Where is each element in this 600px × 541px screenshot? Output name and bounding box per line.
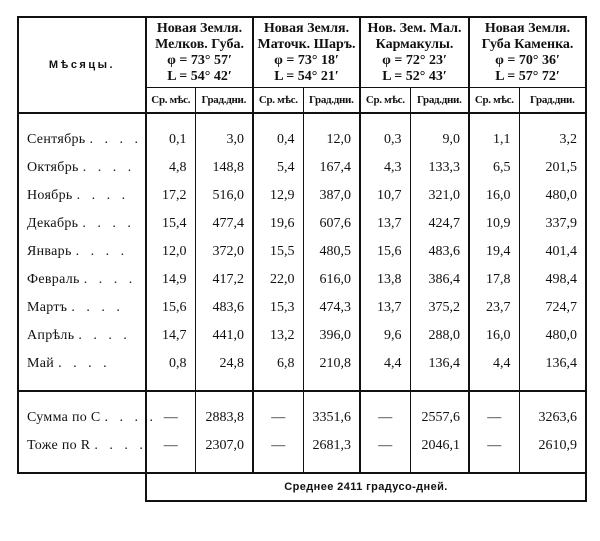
station-name-line1: Новая Земля. <box>263 21 350 36</box>
degree-days-cell: 2681,3 <box>303 432 360 460</box>
month-cell <box>18 210 146 238</box>
degree-days-cell: 136,4 <box>410 350 469 378</box>
degree-days-cell: 498,4 <box>519 266 586 294</box>
degree-days-cell: 3,2 <box>519 126 586 154</box>
degree-days-cell: 724,7 <box>519 294 586 322</box>
month-label: Ноябрь <box>27 188 73 203</box>
table-row <box>18 210 586 238</box>
mean-value-cell: 6,8 <box>253 350 303 378</box>
month-rows <box>18 126 586 378</box>
leader-dots: . . . . <box>82 216 135 231</box>
mean-value-cell: 19,6 <box>253 210 303 238</box>
degree-days-cell: 337,9 <box>519 210 586 238</box>
subheader-degree-days: Град.дни. <box>303 88 360 114</box>
table-row <box>18 126 586 154</box>
leader-dots: . . . . <box>89 132 142 147</box>
degree-days-cell: 616,0 <box>303 266 360 294</box>
total-row <box>18 432 586 460</box>
mean-value-cell: 15,4 <box>146 210 195 238</box>
degree-days-cell: 12,0 <box>303 126 360 154</box>
subheader-mean: Ср. мѣс. <box>146 88 195 114</box>
degree-days-cell: 3,0 <box>195 126 253 154</box>
degree-days-cell: 2610,9 <box>519 432 586 460</box>
mean-value-cell: 4,3 <box>360 154 410 182</box>
degree-days-cell: 480,0 <box>519 322 586 350</box>
station-name-line1: Новая Земля. <box>156 21 243 36</box>
degree-days-cell: 483,6 <box>195 294 253 322</box>
spacer-row <box>18 460 586 473</box>
header-row <box>18 17 586 88</box>
degree-days-cell: 424,7 <box>410 210 469 238</box>
mean-value-cell: 15,6 <box>360 238 410 266</box>
table-row <box>18 154 586 182</box>
table-row <box>18 238 586 266</box>
table-row <box>18 294 586 322</box>
mean-value-cell: 10,9 <box>469 210 519 238</box>
mean-value-cell: 4,8 <box>146 154 195 182</box>
spacer-row <box>18 113 586 126</box>
degree-days-cell: 480,5 <box>303 238 360 266</box>
station-longitude: L = 57° 72′ <box>495 69 560 84</box>
mean-value-cell: 9,6 <box>360 322 410 350</box>
mean-value-cell: 13,8 <box>360 266 410 294</box>
station-longitude: L = 54° 42′ <box>167 69 232 84</box>
degree-days-cell: 2046,1 <box>410 432 469 460</box>
month-cell <box>18 266 146 294</box>
months-header: Мѣсяцы. <box>18 17 146 113</box>
mean-value-cell: — <box>469 404 519 432</box>
station-name-line1: Нов. Зем. Мал. <box>367 21 462 36</box>
station-latitude: φ = 72° 23′ <box>382 53 447 68</box>
month-cell <box>18 182 146 210</box>
total-label-cell <box>18 432 146 460</box>
degree-days-cell: 288,0 <box>410 322 469 350</box>
degree-days-cell: 133,3 <box>410 154 469 182</box>
leader-dots: . . . . <box>104 410 157 425</box>
degree-days-cell: 148,8 <box>195 154 253 182</box>
mean-value-cell: 12,0 <box>146 238 195 266</box>
mean-value-cell: 14,9 <box>146 266 195 294</box>
degree-days-cell: 2883,8 <box>195 404 253 432</box>
footer-average: Среднее 2411 градусо-дней. <box>146 473 586 501</box>
leader-dots: . . . . <box>76 188 130 203</box>
mean-value-cell: 0,1 <box>146 126 195 154</box>
table-row <box>18 266 586 294</box>
degree-days-cell: 375,2 <box>410 294 469 322</box>
mean-value-cell: 13,2 <box>253 322 303 350</box>
station-header-3 <box>360 17 469 88</box>
mean-value-cell: 14,7 <box>146 322 195 350</box>
mean-value-cell: — <box>146 432 195 460</box>
mean-value-cell: 17,8 <box>469 266 519 294</box>
leader-dots: . . . . <box>82 160 136 175</box>
month-label: Май <box>27 356 55 371</box>
station-name-line2: Маточк. Шаръ. <box>257 37 356 52</box>
month-cell <box>18 350 146 378</box>
station-name-line2: Мелков. Губа. <box>155 37 244 52</box>
mean-value-cell: 15,5 <box>253 238 303 266</box>
mean-value-cell: 1,1 <box>469 126 519 154</box>
station-latitude: φ = 73° 18′ <box>274 53 339 68</box>
degree-days-cell: 372,0 <box>195 238 253 266</box>
mean-value-cell: — <box>469 432 519 460</box>
leader-dots: . . . . <box>71 300 124 315</box>
subheader-mean: Ср. мѣс. <box>253 88 303 114</box>
degree-days-cell: 477,4 <box>195 210 253 238</box>
mean-value-cell: 17,2 <box>146 182 195 210</box>
leader-dots: . . . . <box>75 244 129 259</box>
footer-row <box>18 473 586 501</box>
degree-days-cell: 387,0 <box>303 182 360 210</box>
mean-value-cell: 6,5 <box>469 154 519 182</box>
mean-value-cell: 10,7 <box>360 182 410 210</box>
month-cell <box>18 322 146 350</box>
degree-days-cell: 396,0 <box>303 322 360 350</box>
station-latitude: φ = 73° 57′ <box>167 53 232 68</box>
degree-days-cell: 417,2 <box>195 266 253 294</box>
month-cell <box>18 126 146 154</box>
degree-days-cell: 167,4 <box>303 154 360 182</box>
total-rows <box>18 404 586 460</box>
subheader-degree-days: Град.дни. <box>519 88 586 114</box>
table-row <box>18 182 586 210</box>
station-header-1 <box>146 17 253 88</box>
mean-value-cell: 15,6 <box>146 294 195 322</box>
degree-days-cell: 24,8 <box>195 350 253 378</box>
degree-days-cell: 2307,0 <box>195 432 253 460</box>
degree-days-cell: 9,0 <box>410 126 469 154</box>
table-row <box>18 322 586 350</box>
mean-value-cell: 23,7 <box>469 294 519 322</box>
subheader-mean: Ср. мѣс. <box>360 88 410 114</box>
mean-value-cell: — <box>360 432 410 460</box>
mean-value-cell: — <box>360 404 410 432</box>
mean-value-cell: 0,4 <box>253 126 303 154</box>
leader-dots: . . . . <box>58 356 111 371</box>
month-label: Январь <box>27 244 72 259</box>
month-label: Мартъ <box>27 300 68 315</box>
degree-days-cell: 441,0 <box>195 322 253 350</box>
mean-value-cell: 12,9 <box>253 182 303 210</box>
total-row <box>18 404 586 432</box>
mean-value-cell: 22,0 <box>253 266 303 294</box>
station-longitude: L = 52° 43′ <box>382 69 447 84</box>
degree-days-cell: 607,6 <box>303 210 360 238</box>
mean-value-cell: 0,8 <box>146 350 195 378</box>
mean-value-cell: 19,4 <box>469 238 519 266</box>
station-header-2 <box>253 17 360 88</box>
subheader-mean: Ср. мѣс. <box>469 88 519 114</box>
month-label: Апрѣль <box>27 328 75 343</box>
month-label: Сентябрь <box>27 132 86 147</box>
degree-days-cell: 2557,6 <box>410 404 469 432</box>
mean-value-cell: 4,4 <box>360 350 410 378</box>
station-latitude: φ = 70° 36′ <box>495 53 560 68</box>
mean-value-cell: 15,3 <box>253 294 303 322</box>
degree-days-cell: 210,8 <box>303 350 360 378</box>
mean-value-cell: — <box>253 432 303 460</box>
total-label-cell <box>18 404 157 432</box>
station-name-line2: Губа Каменка. <box>481 37 574 52</box>
subheader-degree-days: Град.дни. <box>410 88 469 114</box>
degree-days-cell: 201,5 <box>519 154 586 182</box>
mean-value-cell: 4,4 <box>469 350 519 378</box>
degree-days-cell: 3351,6 <box>303 404 360 432</box>
leader-dots: . . . . <box>94 438 147 453</box>
degree-days-cell: 483,6 <box>410 238 469 266</box>
month-cell <box>18 294 146 322</box>
degree-days-cell: 516,0 <box>195 182 253 210</box>
degree-days-cell: 386,4 <box>410 266 469 294</box>
month-label: Декабрь <box>27 216 79 231</box>
total-label: Тоже по R <box>27 438 91 453</box>
degree-days-cell: 480,0 <box>519 182 586 210</box>
mean-value-cell: 13,7 <box>360 294 410 322</box>
separator-row <box>18 391 586 404</box>
leader-dots: . . . . <box>78 328 131 343</box>
mean-value-cell: — <box>253 404 303 432</box>
leader-dots: . . . . <box>83 272 137 287</box>
month-label: Февраль <box>27 272 80 287</box>
degree-days-cell: 474,3 <box>303 294 360 322</box>
station-name-line2: Кармакулы. <box>375 37 454 52</box>
mean-value-cell: — <box>146 404 195 432</box>
table-row <box>18 350 586 378</box>
mean-value-cell: 16,0 <box>469 322 519 350</box>
mean-value-cell: 13,7 <box>360 210 410 238</box>
total-label: Сумма по С <box>27 410 101 425</box>
month-cell <box>18 238 146 266</box>
degree-days-cell: 136,4 <box>519 350 586 378</box>
subheader-degree-days: Град.дни. <box>195 88 253 114</box>
station-header-4 <box>469 17 586 88</box>
month-cell <box>18 154 146 182</box>
mean-value-cell: 16,0 <box>469 182 519 210</box>
degree-days-cell: 3263,6 <box>519 404 586 432</box>
degree-days-cell: 321,0 <box>410 182 469 210</box>
month-label: Октябрь <box>27 160 79 175</box>
station-longitude: L = 54° 21′ <box>274 69 339 84</box>
mean-value-cell: 5,4 <box>253 154 303 182</box>
degree-days-table <box>17 16 587 502</box>
mean-value-cell: 0,3 <box>360 126 410 154</box>
spacer-row <box>18 378 586 391</box>
station-name-line1: Новая Земля. <box>484 21 571 36</box>
degree-days-cell: 401,4 <box>519 238 586 266</box>
